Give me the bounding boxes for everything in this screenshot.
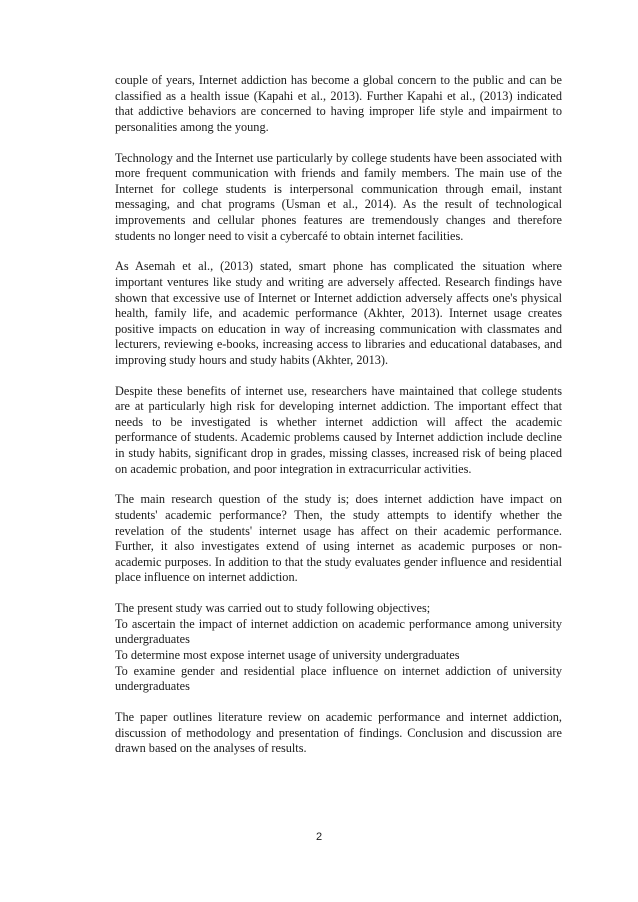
objectives-intro: The present study was carried out to study following objectives; [115, 601, 431, 616]
objective-item: To determine most expose internet usage of university undergraduates [115, 647, 460, 662]
paragraph-internet-risk: Despite these benefits of internet use, researchers have maintained that college students are at particularly high risk for developing internet addiction. The important effect that needs to be investigated is whether internet addiction will affect the academic performance of students. Academic problems caused by Internet addiction include decline in study habits, significant drop in grades, missing classes, increased risk of being placed on academic probation, and poor integration in extracurricular activities. [115, 383, 562, 476]
paragraph-paper-outline: The paper outlines literature review on academic performance and internet addiction, discussion of methodology and presentation of findings. Conclusion and discussion are drawn based on the analyses of results. [115, 709, 562, 756]
paragraph-intro-continuation: couple of years, Internet addiction has become a global concern to the public and can be classified as a health issue (Kapahi et al., 2013). Further Kapahi et al., (2013) indicated that addictive behaviors are concerned to having improper life style and impairment to personalities among the young. [115, 73, 562, 134]
page-number: 2 [315, 831, 323, 843]
body-text [115, 73, 562, 772]
objective-item: To examine gender and residential place influence on internet addiction of university undergraduates [115, 663, 562, 694]
objective-item: To ascertain the impact of internet addiction on academic performance among university undergraduates [115, 616, 562, 647]
paragraph-smartphone-impact: As Asemah et al., (2013) stated, smart phone has complicated the situation where important ventures like study and writing are adversely affected. Research findings have shown that excessive use of Internet or Internet addiction adversely affects one's physical health, family life, and academic performance (Akhter, 2013). Internet usage creates positive impacts on education in way of increasing communication with classmates and lecturers, reviewing e-books, increasing access to libraries and educational databases, and improving study hours and study habits (Akhter, 2013). [115, 259, 562, 367]
paragraph-technology-use: Technology and the Internet use particularly by college students have been associated with more frequent communication with friends and family members. The main use of the Internet for college students is interpersonal communication through email, instant messaging, and chat programs (Usman et al., 2014). As the result of technological improvements and cellular phones features are tremendously changes and therefore students no longer need to visit a cybercafé to obtain internet facilities. [115, 150, 562, 243]
objectives-list [115, 601, 562, 695]
paragraph-research-question: The main research question of the study is; does internet addiction have impact on students' academic performance? Then, the study attempts to identify whether the revelation of the students' internet usage has affect on their academic performance. Further, it also investigates extend of using internet as academic purposes or non-academic purposes. In addition to that the study evaluates gender influence and residential place influence on internet addiction. [115, 492, 562, 585]
